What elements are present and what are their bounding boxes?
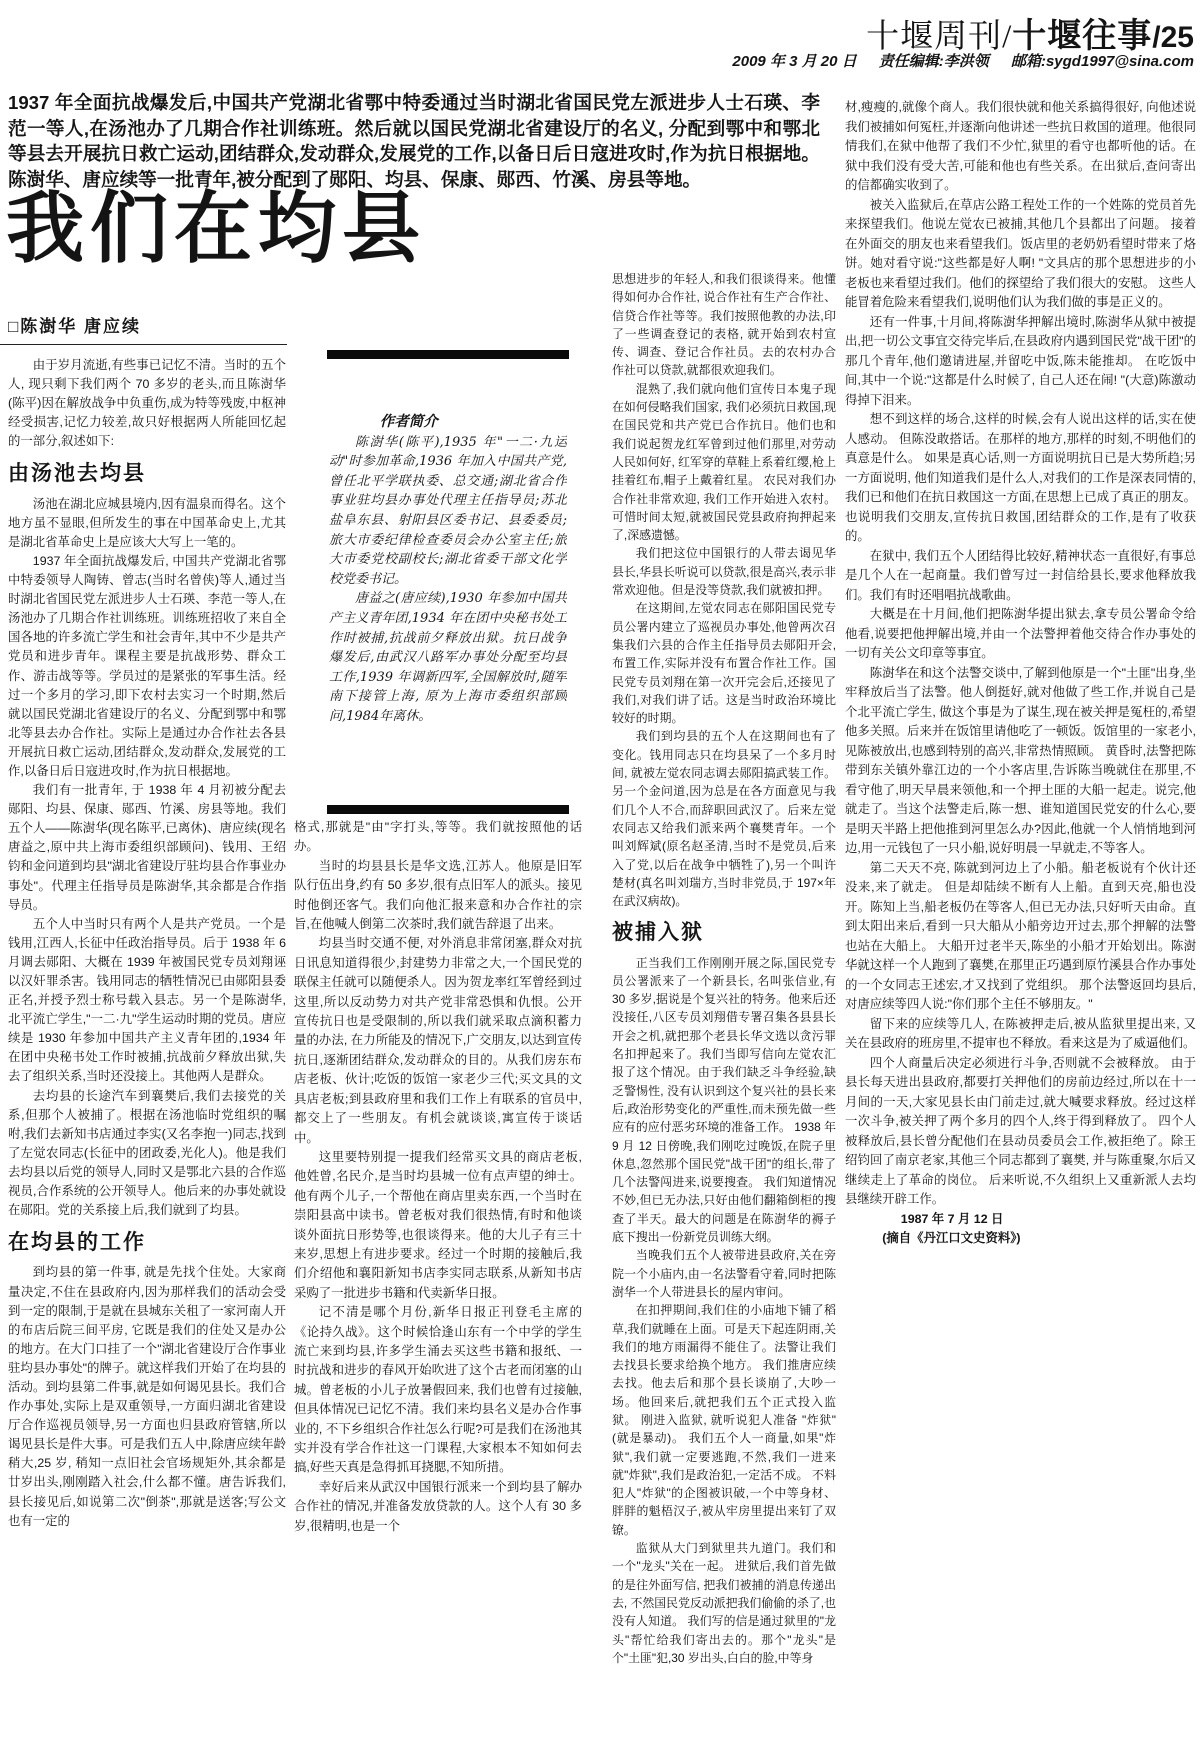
- paragraph: 当晚我们五个人被带进县政府,关在旁院一个小庙内,由一名法警看守着,同时把陈澍华一个人带进县长的屋内审问。: [612, 1248, 836, 1299]
- paragraph: 想不到这样的场合,这样的时候,会有人说出这样的话,实在使人感动。 但陈没敢搭话。在那样的地方,那样的时刻,不明他们的真意是什么。 如果是真心话,则一方面说明抗日已是大势所趋;另一方面说明, 他们知道我们是什么人,对我们的工作是深表同情的, 我们已和他们在抗日救国这一方面,在思想上已成了真正的朋友。也说明我们交朋友,宣传抗日救国,团结群众的工作,是有了收获的。: [845, 412, 1196, 543]
- paragraph: 我们有一批青年, 于 1938 年 4 月初被分配去郧阳、均县、保康、郧西、竹溪、房县等地。我们五个人——陈澍华(现名陈平,已离休)、唐应续(现名唐益之,原中共上海市委组织部顾问)、钱用、王绍钧和金问道到均县"湖北省建设厅驻均县合作事业办事处"。代理主任指导员是陈澍华,其余都是合作指导员。: [8, 783, 286, 912]
- paragraph: 在这期间,左觉农同志在郧阳国民党专员公署内建立了巡视员办事处,他曾两次召集我们六县的合作主任指导员去郧阳开会,布置工作,实际并没有布置合作社工作。国民党专员刘翔在第一次开完会后,还接见了我们,对我们讲了话。这是当时政治环境比较好的时期。: [612, 601, 836, 726]
- paragraph: 思想进步的年轻人,和我们很谈得来。他懂得如何办合作社, 说合作社有生产合作社、信贷合作社等等。我们按照他教的办法,印了一些调查登记的表格, 就开始到农村宣传、调查、登记合作社员。去的农村办合作社可以贷款,就都很欢迎我们。: [612, 272, 836, 378]
- paragraph: 留下来的应续等几人, 在陈被押走后,被从监狱里提出来, 又关在县政府的班房里,不提审也不释放。看来这是为了威逼他们。: [845, 1016, 1196, 1050]
- masthead-dateline: [714, 50, 1194, 71]
- bio-box-top-bar: [327, 350, 569, 359]
- bio-box-bottom-bar: [327, 805, 569, 814]
- section-heading: 被捕入狱: [612, 921, 704, 945]
- paragraph: 到均县的第一件事, 就是先找个住处。大家商量决定,不住在县政府内,因为那样我们的活动会受到一定的限制,于是就在县城东关租了一家河南人开的布店后院三间平房, 它既是我们的住处又是办公的地方。在大门口挂了一个"湖北省建设厅合作事业驻均县办事处"的牌子。就这样我们开始了在均县的活动。到均县第二件事,就是如何谒见县长。我们合作办事处,实际上是双重领导,一方面归湖北省建设厅合作巡视员领导,另一方面也归县政府管辖,所以谒见县长是件大事。可是我们五人中,除唐应续年龄稍大,25 岁, 稍知一点旧社会官场规矩外,其余都是廿岁出头,刚刚踏入社会,什么都不懂。唐告诉我们,县长接见后,如说第二次"倒茶",那就是送客;写公文也有一定的: [8, 1265, 286, 1528]
- lead-paragraph: 1937 年全面抗战爆发后,中国共产党湖北省鄂中特委通过当时湖北省国民党左派进步人士石瑛、李范一等人,在汤池办了几期合作社训练班。然后就以国民党湖北省建设厅的名义, 分配到鄂中和鄂北等县去开展抗日救亡运动,团结群众,发动群众,发展党的工作,以备日后日寇进攻时,作为抗日根据地。陈澍华、唐应续等一批青年,被分配到了郧阳、均县、保康、郧西、竹溪、房县等地。: [8, 92, 820, 190]
- text-column-3: [612, 270, 836, 1742]
- paragraph: 正当我们工作刚刚开展之际,国民党专员公署派来了一个新县长, 名叫张信业,有 30 多岁,据说是个复兴社的特务。他来后还没接任,八区专员刘翔借专署召集各县县长开会之机,就把那个老县长华文选以贪污罪名扣押起来了。我们当即写信向左觉农汇报了这个情况。由于我们缺乏斗争经验,缺乏警惕性, 没有认识到这个复兴社的县长来后,政治形势变化的严重性,而未预先做一些应有的应付恶劣环境的准备工作。 1938 年 9 月 12 日傍晚,我们刚吃过晚饭,在院子里休息,忽然那个国民党"战干团"的组长,带了几个法警闯进来,说要搜查。 我们知道情况不妙,但已无办法,只好由他们翻箱倒柜的搜查了半天。最大的问题是在陈澍华的褥子底下搜出一份新党员训练大纲。: [612, 955, 836, 1245]
- paragraph: 当时的均县县长是华文选,江苏人。他原是旧军队行伍出身,约有 50 多岁,很有点旧军人的派头。接见时他倒还客气。我们向他汇报来意和办合作社的宗旨,在他喊人倒第二次茶时,我们就告辞退了出来。: [294, 858, 582, 932]
- paragraph: 监狱从大门到狱里共九道门。我们和一个"龙头"关在一起。 进狱后,我们首先做的是往外面写信, 把我们被捕的消息传递出去, 不然国民党反动派把我们偷偷的杀了,也没有人知道。 我们写的信是通过狱里的"龙头"帮忙给我们寄出去的。那个"龙头"是个"土匪"犯,30 岁出头,白白的脸,中等身: [612, 1541, 836, 1665]
- source-attribution: (摘自《丹江口文史资料》): [882, 1231, 1021, 1245]
- editor-credit: 责任编辑:李洪领: [878, 53, 989, 70]
- paragraph: 陈澍华在和这个法警交谈中,了解到他原是一个"土匪"出身,坐牢释放后当了法警。他人倒挺好,就对他做了些工作,并说自己是个北平流亡学生, 做这个事是为了谋生,现在被关押是冤枉的,希望他多关照。后来并在饭馆里请他吃了一顿饭。饭馆里的一家老小,见陈被放出,也感到特别的高兴,非常热情照顾。 黄昏时,法警把陈带到东关镇外靠江边的一个小客店里,告诉陈当晚就住在那里,不看守他了,明天早晨来领他,和一个押土匪的大船一起走。说完,他就走了。当这个法警走后,陈一想、谁知道国民党安的什么心,要是明天半路上把他推到河里怎么办?因此,他就一个人悄悄地到河边,用一元钱包了一只小船,说好明晨一早就走,不等客人。: [845, 665, 1196, 855]
- masthead-section-title: 十堰往事: [1012, 17, 1153, 55]
- paragraph: 四个人商量后决定必须进行斗争,否则就不会被释放。 由于县长每天进出县政府,都要打关押他们的房前边经过,所以在十一月间的一天,大家见县长由门前走过,就大喊要求释放。经过这样一次斗争,被关押了两个多月的四个人,终于得到释放了。 四个人被释放后,县长曾分配他们在县动员委员会工作,被拒绝了。除王绍钧回了南京老家,其他三个同志都到了襄樊, 并与陈重聚,尔后又继续走上了革命的岗位。 后来听说,不久组织上又重新派人去均县继续开辟工作。: [845, 1055, 1196, 1206]
- paragraph: 还有一件事,十月间,将陈澍华押解出境时,陈澍华从狱中被提出,把一切公文事宜交待完毕后,在县政府内遇到国民党"战干团"的那几个青年,他们邀请进屋,并留吃中饭,陈未能推却。 在吃饭中间,其中一个说:"这都是什么时候了, 自己人还在闹! "(大意)陈激动得掉下泪来。: [845, 314, 1196, 407]
- author-bio-content: [329, 412, 567, 800]
- section-heading: 在均县的工作: [8, 1231, 146, 1255]
- bio-box-title: 作者简介: [379, 413, 438, 430]
- masthead-weekly-title: 十堰周刊/: [866, 19, 1013, 55]
- paragraph: 五个人中当时只有两个人是共产党员。一个是钱用,江西人,长征中任政治指导员。后于 1938 年 6 月调去郧阳、大概在 1939 年被国民党专员刘翔诬以汉奸罪杀害。钱用同志的牺牲情况已由郧阳县委正名,并授予烈士称号载入县志。另一个是陈澍华,北平流亡学生,"一二·九"学生运动时期的党员。唐应续是 1930 年参加中国共产主义青年团的,1934 年在团中央秘书处工作时被捕,抗战前夕释放出狱,失去了组织关系,当时还没接上。其他两人是群众。: [8, 916, 286, 1084]
- issue-date: 2009 年 3 月 20 日: [732, 53, 857, 70]
- paragraph: 记不清是哪个月份,新华日报正刊登毛主席的《论持久战》。这个时候恰逢山东有一个中学的学生流亡来到均县,许多学生涌去买这些书籍和报纸、一时抗战和进步的春风开始吹进了这个古老而闭塞的山城。曾老板的小儿子放暑假回来, 我们也曾有过接触,但具体情况已记忆不清。我们来均县名义是办合作事业的, 不下乡组织合作社怎么行呢?可是我们在汤池其实并没有学合作社这一门课程,大家根本不知如何去搞,好些天真是急得抓耳挠腮,不知所措。: [294, 1305, 582, 1475]
- paragraph: 大概是在十月间,他们把陈澍华提出狱去,拿专员公署命令给他看,说要把他押解出境,并由一个法警押着他交待合作办事处的一切有关公文印章等事宜。: [845, 607, 1196, 660]
- author-bio-box: [327, 350, 569, 814]
- byline-divider-rule: [0, 344, 287, 345]
- paragraph: 均县当时交通不便, 对外消息非常闭塞,群众对抗日讯息知道得很少,封建势力非常之大,一个国民党的联保主任就可以随便杀人。因为贺龙率红军曾经到过这里,所以反动势力对共产党非常恐惧和仇恨。公开宣传抗日也是受限制的,所以我们就采取点滴积蓄力量的办法, 在力所能及的情况下,广交朋友,以达到宣传抗日,逐渐团结群众,发动群众的目的。从我们房东布店老板、伙计;吃饭的饭馆一家老少三代;买文具的文具店老板;到县政府里和我们工作上有联系的官员中,都交上了一些朋友。有机会就谈谈,寓宣传于谈话中。: [294, 936, 582, 1145]
- paragraph: 被关入监狱后,在草店公路工程处工作的一个姓陈的党员首先来探望我们。他说左觉农已被捕,其他几个县都出了问题。 接着在外面交的朋友也来看望我们。饭店里的老奶奶看望时带来了烙饼。她对看守说:"这些都是好人啊! "文具店的那个思想进步的小老板也来看望过我们。他们的探望给了我们很大的安慰。 这些人能冒着危险来看望我们,说明他们认为我们做的事是正义的。: [845, 197, 1196, 309]
- paragraph: 混熟了,我们就向他们宣传日本鬼子现在如何侵略我们国家, 我们必须抗日救国,现在国民党和共产党已合作抗日。他们也和我们说起贺龙红军曾到过他们那里,对劳动人民如何好, 红军穿的草鞋上系着红缨,枪上挂着红布,帽子上戴着红星。 农民对我们办合作社非常欢迎, 我们工作开始进入农村。可惜时间太短,就被国民党县政府拘押起来了,深感遗憾。: [612, 381, 836, 543]
- article-date: 1987 年 7 月 12 日: [900, 1211, 1004, 1226]
- paragraph: 格式,那就是"由"字打头,等等。我们就按照他的话办。: [294, 820, 582, 854]
- text-column-4: [845, 98, 1196, 1740]
- byline: □陈澍华 唐应续: [8, 317, 141, 336]
- paragraph: 陈澍华(陈平),1935 年"一二·九运动"时参加革命,1936 年加入中国共产党,曾任北平学联执委、总交通;湖北省合作事业驻均县办事处代理主任指导员;苏北盐阜东县、射阳县区委书记、县委委员;旅大市委纪律检查委员会办公室主任;旅大市委党校副校长;湖北省委干部文化学校党委书记。: [329, 434, 567, 587]
- paragraph: 去均县的长途汽车到襄樊后,我们去接党的关系,但那个人被捕了。根据在汤池临时党组织的嘱咐,我们去新知书店通过李实(又名李抱一)同志,找到了左觉农同志(长征中的团政委,光化人)。他是我们去均县以后党的领导人,同时又是鄂北六县的合作巡视员,合作系统的公开领导人。他后来的办事处就设在郧阳。党的关系接上后,我们就到了均县。: [8, 1088, 286, 1218]
- paragraph: 我们把这位中国银行的人带去谒见华县长,华县长听说可以贷款,很是高兴,表示非常欢迎他。但是没等贷款,我们就被扣押。: [612, 546, 836, 598]
- masthead-page-number: /25: [1152, 21, 1194, 54]
- paragraph: 1937 年全面抗战爆发后, 中国共产党湖北省鄂中特委领导人陶铸、曾志(当时名曾侠)等人,通过当时湖北省国民党左派进步人士石瑛、李范一等人,在汤池办了几期合作社训练班。训练班招收了来自全国各地的许多流亡学生和社会青年,其中不少是共产党员和进步青年。课程主要是抗战形势、群众工作、游击战等等。学员过的是紧张的军事生活。经过一个多月的学习,即下农村去实习一个时期,然后就以国民党湖北省建设厅的名义、分配到鄂中和鄂北等县去办合作社。实际上是通过办合作社去各县开展抗日救亡运动,团结群众,发动群众,发展党的工作,以备日后日寇进攻时,作为抗日根据地。: [8, 553, 286, 778]
- paragraph: 在扣押期间,我们住的小庙地下铺了稻草,我们就睡在上面。可是天下起连阴雨,关我们的地方雨漏得不能住了。法警让我们去找县长要求给换个地方。 我们推唐应续去找。他去后和那个县长谈崩了,大吵一场。他回来后,就把我们五个正式投入监狱。 刚进入监狱, 就听说犯人准备 "炸狱"(就是暴动)。 我们五个人一商量,如果"炸狱",我们就一定要逃跑,不然,我们一进来就"炸狱",我们是政治犯,一定活不成。 不料犯人"炸狱"的企图被识破,一个中等身材、胖胖的魁梧汉子,被从牢房里提出来钉了双镣。: [612, 1303, 836, 1537]
- editor-email: 邮箱:sygd1997@sina.com: [1010, 53, 1194, 70]
- text-column-2: [294, 818, 582, 1740]
- paragraph: 汤池在湖北应城县境内,因有温泉而得名。这个地方虽不显眼,但所发生的事在中国革命史上,尤其是湖北省革命史上是应该大大写上一笔的。: [8, 496, 286, 549]
- text-column-1: [8, 356, 286, 1738]
- paragraph: 这里要特别提一提我们经常买文具的商店老板,他姓曾,名民介,是当时均县城一位有点声望的绅士。他有两个儿子,一个帮他在商店里卖东西,一个当时在崇阳县高中读书。曾老板对我们很热情,有时和他谈谈外面抗日形势等,也很谈得来。他的大儿子有三十来岁,思想上有进步要求。经过一个时期的接触后,我们介绍他和襄阳新知书店李实同志联系,从新知书店采购了一批进步书籍和代卖新华日报。: [294, 1149, 582, 1300]
- article-headline: 我们在均县: [6, 185, 427, 272]
- section-heading: 由汤池去均县: [8, 462, 146, 486]
- paragraph: 唐益之(唐应续),1930 年参加中国共产主义青年团,1934 年在团中央秘书处工作时被捕,抗战前夕释放出狱。抗日战争爆发后,由武汉八路军办事处分配至均县工作,1939 年调新四军,全国解放时,随军南下接管上海, 原为上海市委组织部顾问,1984年离休。: [329, 591, 567, 724]
- paragraph: 在狱中, 我们五个人团结得比较好,精神状态一直很好,有事总是几个人在一起商量。我们曾写过一封信给县长,要求他释放我们。我们有时还唱唱抗战歌曲。: [845, 548, 1196, 602]
- paragraph: 材,瘦瘦的,就像个商人。我们很快就和他关系搞得很好, 向他述说我们被捕如何冤枉,并逐渐向他讲述一些抗日救国的道理。他很同情我们,在狱中他帮了我们不少忙,狱里的看守也都听他的话。在狱中我们没有受大苦,可能和他也有些关系。在出狱后,查问寄出的信都确实收到了。: [845, 100, 1196, 192]
- paragraph: 第二天天不亮, 陈就到河边上了小船。船老板说有个伙计还没来,来了就走。 但是却陆续不断有人上船。直到天亮,船也没开。陈知上当,船老板仍在等客人,但已无办法,只好听天由命。直到太阳出来后,看到一只大船从小船旁边开过去,那个押解的法警也站在大船上。 大船开过老半天,陈坐的小船才开始划出。陈澍华就这样一个人跑到了襄樊,在那里正巧遇到原竹溪县合作办事处的一个女同志王述宏,才又找到了党组织。 那个法警返回均县后,对唐应续等四人说:"你们那个主任不够朋友。": [845, 860, 1196, 1011]
- paragraph: 由于岁月流逝,有些事已记忆不清。当时的五个人, 现只剩下我们两个 70 多岁的老头,而且陈澍华(陈平)因在解放战争中负重伤,成为特等残废,中枢神经受损害,记忆力较差,故只好根据两人所能回忆起的一部分,叙述如下:: [8, 358, 286, 449]
- paragraph: 我们到均县的五个人在这期间也有了变化。钱用同志只在均县呆了一个多月时间, 就被左觉农同志调去郧阳搞武装工作。另一个金问道,因为总是在各方面意见与我们几个人不合,而辞职回武汉了。后来左觉农同志又给我们派来两个襄樊青年。一个叫刘辉斌(原名赵圣清,当时不是党员,后来入了党,以后在战争中牺牲了),另一个叫许楚材(真名叫刘瑞方,当时非党员,于 197×年在武汉病故)。: [612, 729, 836, 909]
- paragraph: 幸好后来从武汉中国银行派来一个到均县了解办合作社的情况,并准备发放贷款的人。这个人有 30 多岁,很精明,也是一个: [294, 1479, 582, 1533]
